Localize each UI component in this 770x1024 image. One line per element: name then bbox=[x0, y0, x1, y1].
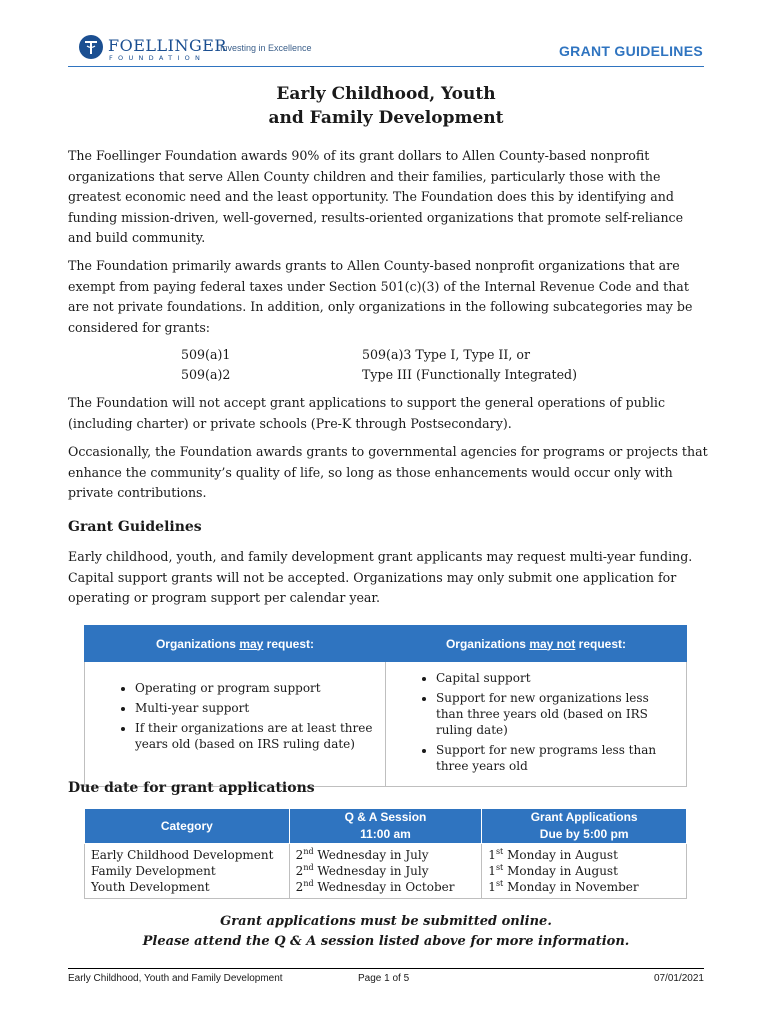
may-not-request-header: Organizations may not request: bbox=[386, 626, 687, 662]
may-not-request-cell bbox=[386, 662, 687, 787]
due-date-table bbox=[84, 808, 687, 899]
title-line-1: Early Childhood, Youth bbox=[276, 84, 496, 104]
may-request-cell bbox=[85, 662, 386, 787]
document-label: GRANT GUIDELINES bbox=[558, 43, 703, 59]
government-paragraph: Occasionally, the Foundation awards grants to governmental agencies for programs or projects that enhance the community’s quality of life, so long as those enhancements would occur only with private contributions. bbox=[68, 444, 708, 500]
list-item: • Support for new programs less than three years old bbox=[436, 742, 678, 774]
subcategory-item: 509(a)1 bbox=[181, 347, 231, 362]
list-item: • If their organizations are at least three years old (based on IRS ruling date) bbox=[135, 720, 377, 752]
page-title bbox=[68, 82, 704, 130]
footer-document-title: Early Childhood, Youth and Family Development bbox=[68, 973, 283, 984]
subcategory-list-left bbox=[181, 345, 230, 385]
title-line-2: and Family Development bbox=[268, 108, 504, 128]
closing-note: Grant applications must be submitted online. Please attend the Q & A session listed above for more information. bbox=[142, 914, 630, 949]
logo-name: FOELLINGER bbox=[108, 36, 227, 55]
footer-page-number: Page 1 of 5 bbox=[358, 973, 410, 984]
footer-divider bbox=[68, 968, 704, 969]
eligibility-paragraph: The Foundation primarily awards grants to Allen County-based nonprofit organizations that are exempt from paying federal taxes under Section 501(c)(3) of the Internal Revenue Code and that are not private foundations. In addition, only organizations in the following subcategories may be considered for grants: bbox=[68, 258, 693, 335]
category-header: Category bbox=[85, 809, 290, 844]
list-item: • Support for new organizations less than three years old (based on IRS ruling date) bbox=[436, 690, 678, 738]
may-request-header: Organizations may request: bbox=[85, 626, 386, 662]
list-item: • Operating or program support bbox=[135, 680, 377, 696]
subcategory-item: Type III (Functionally Integrated) bbox=[362, 367, 578, 382]
subcategory-item: 509(a)2 bbox=[181, 367, 231, 382]
category-cell: Early Childhood Development Family Development Youth Development bbox=[85, 844, 290, 899]
due-date-heading: Due date for grant applications bbox=[68, 780, 315, 796]
applications-due-header: Grant Applications Due by 5:00 pm bbox=[482, 809, 687, 844]
intro-paragraph: The Foellinger Foundation awards 90% of its grant dollars to Allen County-based nonprofit organizations that serve Allen County children and their families, particularly those with the greatest economic need and the least opportunity. The Foundation does this by identifying and funding mission-driven, well-governed, results-oriented organizations that promote self-reliance and build community. bbox=[68, 148, 684, 245]
subcategory-list-right bbox=[362, 345, 577, 385]
guidelines-heading: Grant Guidelines bbox=[68, 519, 202, 535]
header-divider bbox=[68, 66, 704, 67]
request-table bbox=[84, 625, 687, 787]
page-header bbox=[0, 0, 770, 72]
foundation-logo-icon bbox=[78, 34, 104, 60]
qa-session-cell: 2nd Wednesday in July 2nd Wednesday in July 2nd Wednesday in October bbox=[289, 844, 482, 899]
guidelines-paragraph: Early childhood, youth, and family development grant applicants may request multi-year funding. Capital support grants will not be accepted. Organizations may only submit one application for operating or program support per calendar year. bbox=[68, 549, 693, 605]
applications-due-cell: 1st Monday in August 1st Monday in August 1st Monday in November bbox=[482, 844, 687, 899]
list-item: • Multi-year support bbox=[135, 700, 377, 716]
qa-session-header: Q & A Session 11:00 am bbox=[289, 809, 482, 844]
list-item: • Capital support bbox=[436, 670, 678, 686]
schools-paragraph: The Foundation will not accept grant applications to support the general operations of public (including charter) or private schools (Pre-K through Postsecondary). bbox=[68, 395, 665, 431]
logo-subtitle: FOUNDATION bbox=[109, 54, 206, 62]
tagline: Investing in Excellence bbox=[220, 43, 312, 53]
subcategory-item: 509(a)3 Type I, Type II, or bbox=[362, 347, 530, 362]
footer-date: 07/01/2021 bbox=[653, 973, 704, 984]
